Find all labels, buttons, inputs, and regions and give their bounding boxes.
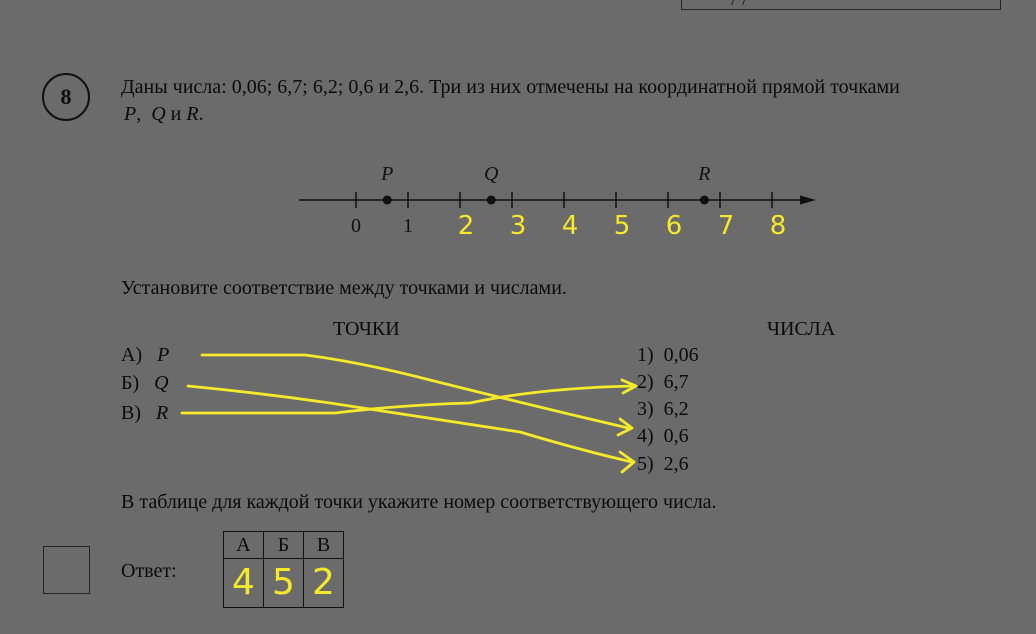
number-row-4 bbox=[637, 425, 689, 448]
point-letter: А) bbox=[121, 344, 143, 366]
points-header: ТОЧКИ bbox=[333, 318, 400, 340]
point-q-ref: Q bbox=[151, 103, 166, 125]
number-row-3 bbox=[637, 398, 689, 421]
axis-labels bbox=[351, 211, 786, 241]
number-index: 5) bbox=[637, 453, 654, 475]
number-value: 0,6 bbox=[663, 425, 689, 447]
point-letter: В) bbox=[121, 402, 141, 424]
number-index: 1) bbox=[637, 344, 654, 366]
axis-arrow bbox=[800, 196, 816, 205]
axis-label-handwritten: 4 bbox=[561, 211, 579, 241]
axis-label-printed: 0 bbox=[351, 215, 361, 237]
answer-header-b: Б bbox=[264, 532, 304, 559]
point-name: P bbox=[157, 344, 170, 366]
point-name: R bbox=[156, 402, 169, 424]
answer-label: Ответ: bbox=[121, 560, 177, 582]
point-label-r: R bbox=[698, 163, 711, 185]
number-value: 6,2 bbox=[663, 398, 689, 420]
numbers-header: ЧИСЛА bbox=[767, 318, 836, 340]
point-letter: Б) bbox=[121, 372, 140, 394]
task-number-text: 8 bbox=[60, 84, 72, 109]
table-instruction: В таблице для каждой точки укажите номер соответствующего числа. bbox=[121, 491, 717, 513]
separator: , bbox=[136, 103, 142, 125]
number-index: 4) bbox=[637, 425, 654, 447]
answer-table-values-row bbox=[224, 559, 344, 608]
point-r-ref: R bbox=[186, 103, 199, 125]
axis-label-handwritten: 7 bbox=[717, 211, 735, 241]
number-row-2 bbox=[637, 371, 689, 394]
number-value: 6,7 bbox=[663, 371, 689, 393]
answer-header-a: А bbox=[224, 532, 264, 559]
instruction-text: Установите соответствие между точками и числами. bbox=[121, 277, 567, 299]
answer-value-c[interactable]: 2 bbox=[304, 559, 344, 608]
answer-header-c: В bbox=[304, 532, 344, 559]
answer-table bbox=[223, 531, 344, 608]
axis-label-handwritten: 5 bbox=[613, 211, 631, 241]
axis-points bbox=[380, 163, 710, 205]
axis-label-handwritten: 6 bbox=[665, 211, 683, 241]
period: . bbox=[198, 103, 204, 125]
answer-value-a[interactable]: 4 bbox=[224, 559, 264, 608]
axis-label-handwritten: 3 bbox=[509, 211, 527, 241]
number-row-1 bbox=[637, 344, 699, 367]
number-index: 2) bbox=[637, 371, 654, 393]
point-row-b bbox=[121, 372, 169, 395]
number-index: 3) bbox=[637, 398, 654, 420]
point-q bbox=[487, 196, 496, 205]
conjunction: и bbox=[170, 103, 182, 125]
point-p-ref: P bbox=[124, 103, 137, 125]
point-name: Q bbox=[154, 372, 169, 394]
axis-label-printed: 1 bbox=[403, 215, 413, 237]
number-row-5 bbox=[637, 453, 689, 476]
point-label-q: Q bbox=[483, 163, 499, 185]
point-label-p: P bbox=[381, 163, 394, 185]
point-p bbox=[383, 196, 392, 205]
answer-value-b[interactable]: 5 bbox=[264, 559, 304, 608]
point-r bbox=[700, 196, 709, 205]
number-value: 0,06 bbox=[663, 344, 699, 366]
task-text-line1: Даны числа: 0,06; 6,7; 6,2; 0,6 и 2,6. Три из них отмечены на координатной прямой точками bbox=[121, 76, 900, 98]
axis-label-handwritten: 8 bbox=[769, 211, 787, 241]
point-row-c bbox=[121, 402, 168, 425]
number-value: 2,6 bbox=[663, 453, 689, 475]
answer-table-header-row bbox=[224, 532, 344, 559]
axis-label-handwritten: 2 bbox=[457, 211, 475, 241]
point-row-a bbox=[121, 344, 169, 367]
answer-checkbox[interactable] bbox=[43, 546, 90, 594]
